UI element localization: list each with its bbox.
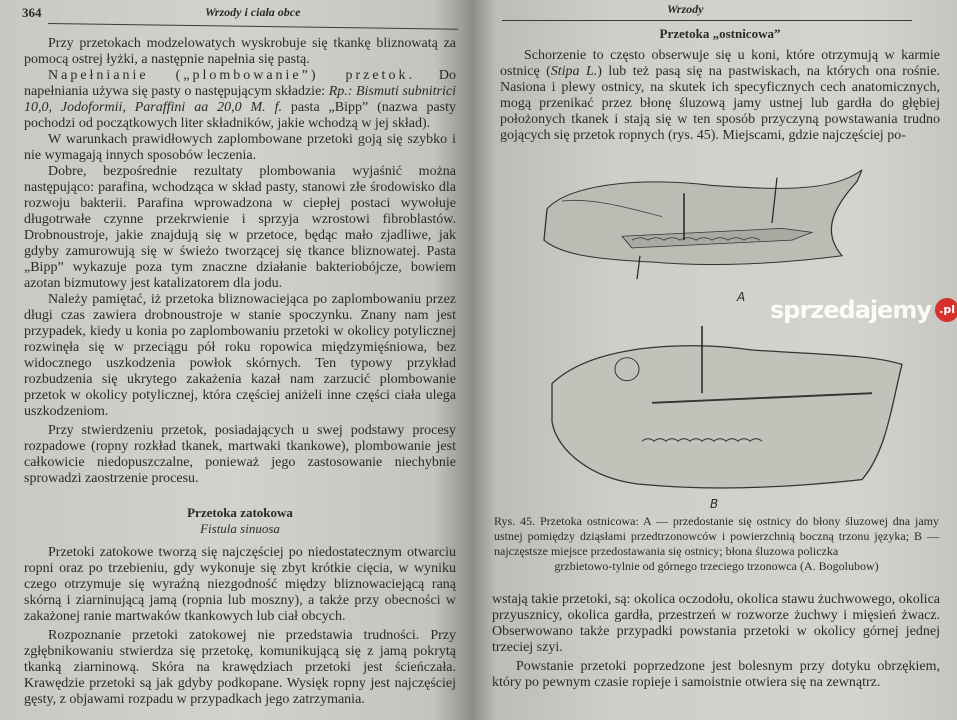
caption-text: Rys. 45. Przetoka ostnicowa: A — przedostanie się ostnicy do błony śluzowej dna jamy ustnej pomiędzy dziąsłami przedtrzonowców i powierzchnią boczną trzonu języka; B — najczęstsze miejsce przedostawania się ostnicy; błona śluzowa policzka	[494, 514, 939, 558]
left-text-column	[24, 36, 456, 708]
figure-caption	[494, 514, 939, 574]
paragraph: Przy przetokach modzelowatych wyskrobuje się tkankę bliznowatą za pomocą ostrej łyżki, a następnie napełnia się pastą.	[24, 36, 456, 67]
text: pasta „Bipp” (nazwa pasty pochodzi od początkowych liter składników, jakie wchodzą w jej skład).	[24, 100, 456, 131]
watermark-logo: sprzedajemy	[770, 296, 932, 324]
header-rule	[48, 23, 458, 30]
right-page	[472, 0, 957, 720]
section-title: Przetoka „ostnicowa”	[659, 26, 781, 41]
figure-label-a: A	[737, 290, 746, 304]
watermark-badge: .pl	[935, 298, 957, 322]
latin-name: Stipa L.	[550, 64, 598, 79]
prescription: Rp.: Bismuti subnitrici 10,0, Jodoformii, Paraffini aa 20,0 M. f.	[24, 84, 456, 115]
paragraph: Rozpoznanie przetoki zatokowej nie przedstawia trudności. Przy zgłębnikowaniu stwierdza się przetokę, komunikującą się z jamą pokrytą tkanką ziarninową. Skóra na krawędziach przetoki jest ścieńczała. Krawędzie przetoki są jak gdyby podkopane. Wysięk ropny jest najczęściej gęsty, z objawami rozpadu w przypadkach jego zatrzymania.	[24, 628, 456, 707]
right-text-column	[500, 26, 940, 144]
figure-a-horse-mouth-illustration	[532, 162, 872, 287]
text: ) lub też pasą się na pastwiskach, na których ona rośnie. Nasiona i plewy ostnicy, na skutek ich specyficznych cech anatomicznych, mogą przenikać przez błonę śluzową jamy ustnej lub gardła do głębiej położonych tkanek i stają się w ten sposób przyczyną powstawania trudno gojących się przetok ropnych (rys. 45). Miejscami, gdzie najczęściej po-	[500, 64, 940, 143]
running-head: Wrzody	[667, 2, 704, 16]
paragraph	[500, 48, 940, 144]
caption-text-last-line: grzbietowo-tylnie od górnego trzeciego trzonowca (A. Bogolubow)	[554, 559, 879, 573]
paragraph: Dobre, bezpośrednie rezultaty plombowania wyjaśnić można następująco: parafina, wchodząca w skład pasty, stanowi złe środowisko dla rozwoju bakterii. Parafina wprowadzona w ciepłej postaci wywołuje długotrwałe czynne przekrwienie i sprzyja wzrostowi fibroblastów. Drobnoustroje, jakie znajdują się w przetoce, będąc mało zjadliwe, jak gdyby zamurowują się w świeżo tworzącej się tkance bliznowatej. Pasta „Bipp” wykazuje poza tym znaczne działanie bakteriobójcze, bowiem azotan bizmutowy jest katalizatorem dla jodu.	[24, 164, 456, 291]
section-subtitle: Fistula sinuosa	[200, 521, 280, 536]
paragraph: Należy pamiętać, iż przetoka bliznowaciejąca po zaplombowaniu przez długi czas zawiera drobnoustroje w stanie spoczynku. Znany nam jest przypadek, kiedy u konia po zaplombowaniu przetoki w okolicy potylicznej rozwinęła się w przeciągu pół roku ropowica międzymięśniowa, bez widocznego uszkodzenia powłok skórnych. Ten typowy przykład rozbudzenia się ukrytego zakażenia kazał nam zarzucić plombowanie przetok w okolicy potylicznej, która częściej aniżeli inne części ciała ulega uszkodzeniom.	[24, 292, 456, 419]
figure-b-horse-skull-illustration	[532, 326, 912, 494]
paragraph: Przy stwierdzeniu przetok, posiadających u swej podstawy procesy rozpadowe (ropny rozkład tkanek, martwaki tkankowe), plombowanie jest całkowicie niedopuszczalne, ponieważ jego zastosowanie niechybnie sprowadzi zaostrzenie procesu.	[24, 423, 456, 486]
text: Schorzenie to często obserwuje się u koni, które otrzymują w karmie ostnicę (	[500, 48, 940, 79]
page-number: 364	[22, 5, 42, 20]
text: Do napełniania używa się pasty o następującym składzie:	[24, 68, 456, 99]
section-title: Przetoka zatokowa	[187, 505, 293, 520]
spaced-heading: Napełnianie („plombowanie”) przetok.	[48, 68, 415, 83]
paragraph: wstają takie przetoki, są: okolica oczodołu, okolica stawu żuchwowego, okolica przyusznicy, okolica gardła, przestrzeń w rozworze żuchwy i mięsień żwacz. Obserwowano także przypadki powstania przetoki w okolicy górnej jednej trzeciej szyi.	[492, 592, 940, 655]
running-head: Wrzody i ciała obce	[205, 5, 301, 19]
watermark	[770, 296, 957, 324]
paragraph	[24, 68, 456, 132]
left-page	[0, 0, 472, 720]
paragraph: W warunkach prawidłowych zaplombowane przetoki goją się szybko i nie wymagają innych sposobów leczenia.	[24, 132, 456, 163]
right-text-column-lower	[492, 592, 940, 691]
figure-label-b: B	[710, 497, 719, 511]
paragraph: Przetoki zatokowe tworzą się najczęściej po niedostatecznym otwarciu ropni oraz po trzebieniu, gdy wykonuje się zbyt krótkie cięcia, w wyniku czego otrzymuje się wyraźną niezgodność między bliznowaciejącą raną skórną i ziarninującą jamą (ropnia lub moszny), a także przy obecności w zakażonej ranie martwaków tkankowych lub ciał obcych.	[24, 545, 456, 624]
paragraph: Powstanie przetoki poprzedzone jest bolesnym przy dotyku obrzękiem, który po pewnym czasie ropieje i samoistnie otwiera się na zewnątrz.	[492, 659, 940, 690]
header-rule	[502, 20, 912, 21]
